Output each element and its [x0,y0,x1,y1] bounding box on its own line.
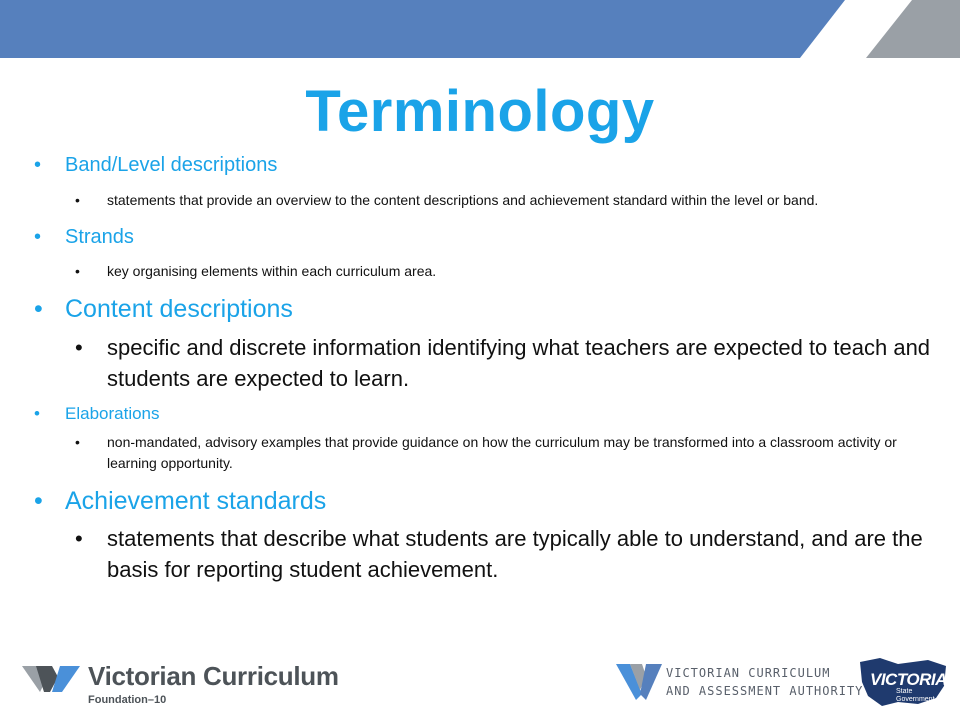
bullet: • [34,487,43,515]
victorian-curriculum-logo [22,658,342,708]
term-definition-elaborations [34,432,934,474]
term-definition-achievement [34,523,934,585]
term-label: Elaborations [65,404,160,423]
term-elaborations [34,403,934,425]
vc-chevron-icon [22,664,80,694]
term-definition-band [34,190,934,211]
bullet: • [34,154,42,176]
page-title: Terminology [305,79,655,144]
vcaa-chevron-icon [616,660,662,700]
state-government-text [896,688,935,704]
term-content-descriptions [34,293,934,325]
bullet: • [75,335,83,360]
vcaa-logo [616,660,864,704]
victoria-state-government-logo [858,656,948,708]
vc-logo-name: Victorian Curriculum [88,661,339,691]
definition-text: specific and discrete information identifying what teachers are expected to teach and students are expected to learn. [107,335,931,391]
term-definition-content [34,332,934,394]
bullet: • [34,404,40,423]
footer-logos [0,648,960,720]
banner-gray-band [866,0,960,58]
term-definition-strands [34,261,934,282]
bullet: • [75,263,80,279]
definition-text: key organising elements within each curriculum area. [107,263,437,279]
bullet: • [34,226,42,248]
definition-text: statements that describe what students are typically able to understand, and are the basis for reporting student achievement. [107,526,923,582]
vc-logo-subtitle: Foundation–10 [88,694,167,706]
vcaa-name-line1: VICTORIAN CURRICULUM [666,666,831,680]
header-banner [0,0,960,58]
term-label: Band/Level descriptions [65,154,278,176]
term-achievement-standards [34,485,934,517]
term-label: Content descriptions [65,295,293,323]
government-word: Government [896,696,935,703]
state-word: State [896,688,913,695]
victoria-wordmark: VICTORIA [870,670,947,689]
term-label: Strands [65,226,134,248]
bullet: • [75,434,80,450]
term-band-level-descriptions [34,152,934,178]
term-strands [34,224,934,250]
definition-text: statements that provide an overview to the content descriptions and achievement standard within the level or band. [107,192,819,208]
bullet: • [75,192,80,208]
definition-text: non-mandated, advisory examples that provide guidance on how the curriculum may be transformed into a classroom activity or learning opportunity. [107,434,897,471]
banner-blue-band [0,0,845,58]
vcaa-name-line2: AND ASSESSMENT AUTHORITY [666,684,864,698]
bullet: • [75,526,83,551]
terminology-list [34,152,934,585]
term-label: Achievement standards [65,487,327,515]
bullet: • [34,295,43,323]
